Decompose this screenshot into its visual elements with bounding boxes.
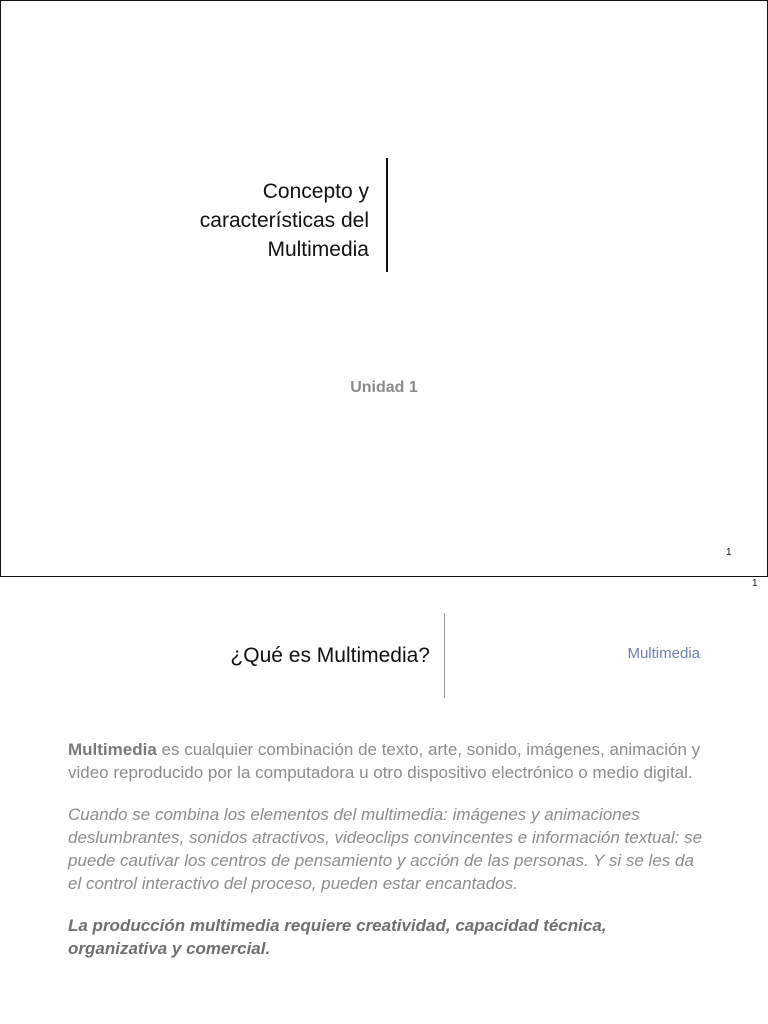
slide-1-divider [386, 158, 388, 272]
slide-1-unit-label: Unidad 1 [350, 379, 418, 396]
slide-2-body [68, 738, 708, 979]
page-number: 1 [752, 578, 758, 589]
slide-1-title-line-1: Concepto y [262, 180, 369, 203]
definition-paragraph [68, 738, 708, 784]
elements-paragraph: Cuando se combina los elementos del multimedia: imágenes y animaciones deslumbrantes, sonidos atractivos, videoclips convincentes e información textual: se puede cautivar los centros de pensamiento y acción de las personas. Y si se les da el control interactivo del proceso, pueden estar encantados. [68, 805, 703, 893]
slide-1-title-line-3: Multimedia [267, 238, 369, 261]
definition-term: Multimedia [68, 740, 157, 759]
definition-text: es cualquier combinación de texto, arte, sonido, imágenes, animación y video reproducido por la computadora u otro dispositivo electrónico o medio digital. [68, 740, 701, 782]
slide-2-divider [444, 613, 445, 698]
slide-1-number: 1 [726, 547, 732, 558]
slide-2-section-label: Multimedia [627, 645, 700, 662]
requirements-paragraph: La producción multimedia requiere creatividad, capacidad técnica, organizativa y comercial. [68, 916, 607, 958]
slide-1-title [109, 177, 369, 264]
slide-2-title: ¿Qué es Multimedia? [230, 644, 430, 667]
slide-1-title-line-2: características del [199, 209, 369, 232]
